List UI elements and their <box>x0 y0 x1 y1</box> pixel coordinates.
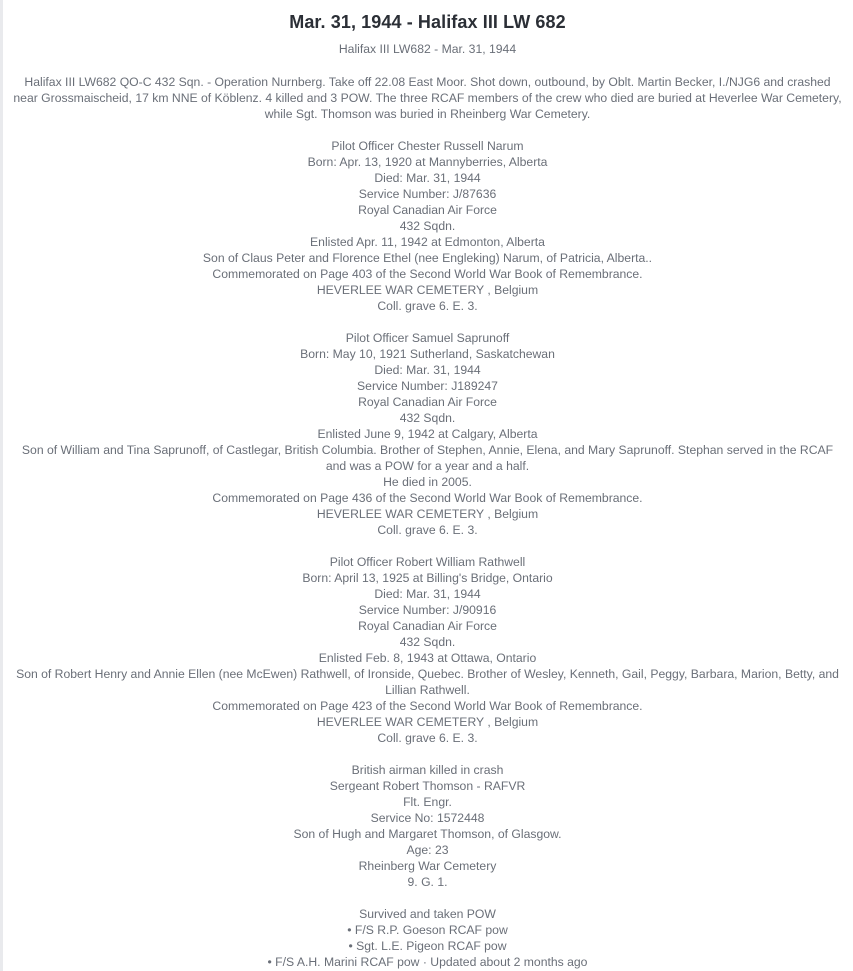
memorial-page <box>6 0 849 970</box>
left-border <box>0 0 3 971</box>
intro-paragraph <box>6 74 849 122</box>
crew-age: Age: 23 <box>406 843 449 857</box>
crew-entry-thomson <box>6 762 849 890</box>
crew-died: Died: Mar. 31, 1944 <box>374 363 481 377</box>
crew-grave: Coll. grave 6. E. 3. <box>377 731 478 745</box>
pow-list <box>6 906 849 970</box>
page-subtitle: Halifax III LW682 - Mar. 31, 1944 <box>338 42 517 56</box>
crew-grave: Coll. grave 6. E. 3. <box>377 523 478 537</box>
crew-squadron: 432 Sqdn. <box>399 219 456 233</box>
crew-family: Son of William and Tina Saprunoff, of Castlegar, British Columbia. Brother of Stephen, Annie, Elena, and Mary Saprunoff. Stephan served in the RCAF <box>21 443 834 457</box>
crew-squadron: 432 Sqdn. <box>399 411 456 425</box>
intro-line: while Sgt. Thomson was buried in Rheinberg War Cemetery. <box>264 107 591 121</box>
crew-commemorated: Commemorated on Page 436 of the Second World War Book of Remembrance. <box>212 491 643 505</box>
crew-grave: 9. G. 1. <box>407 875 448 889</box>
crew-family-cont: and was a POW for a year and a half. <box>325 459 530 473</box>
crew-born: Born: May 10, 1921 Sutherland, Saskatchewan <box>300 347 555 361</box>
crew-commemorated: Commemorated on Page 403 of the Second World War Book of Remembrance. <box>212 267 643 281</box>
list-item: • F/S A.H. Marini RCAF pow · Updated about 2 months ago <box>267 955 588 969</box>
crew-enlisted: Enlisted Apr. 11, 1942 at Edmonton, Alberta <box>310 235 545 249</box>
crew-service-number: Service Number: J/90916 <box>358 603 497 617</box>
crew-cemetery: HEVERLEE WAR CEMETERY , Belgium <box>316 507 539 521</box>
crew-force: Royal Canadian Air Force <box>358 395 497 409</box>
intro-line: Halifax III LW682 QO-C 432 Sqn. - Operation Nurnberg. Take off 22.08 East Moor. Shot down, outbound, by Oblt. Martin Becker, I./NJG6 and crashed <box>24 75 831 89</box>
crew-cemetery: Rheinberg War Cemetery <box>358 859 497 873</box>
crew-entry-narum <box>6 138 849 314</box>
crew-force: Royal Canadian Air Force <box>358 203 497 217</box>
crew-grave: Coll. grave 6. E. 3. <box>377 299 478 313</box>
crew-enlisted: Enlisted June 9, 1942 at Calgary, Alberta <box>317 427 538 441</box>
intro-line: near Grossmaischeid, 17 km NNE of Köblenz. 4 killed and 3 POW. The three RCAF members of the crew who died are buried at Heverlee War Cemetery, <box>13 91 842 105</box>
crew-family: Son of Claus Peter and Florence Ethel (nee Engleking) Narum, of Patricia, Alberta.. <box>202 251 653 265</box>
crew-died: Died: Mar. 31, 1944 <box>374 171 481 185</box>
crew-name: Pilot Officer Samuel Saprunoff <box>345 331 510 345</box>
crew-name: Pilot Officer Chester Russell Narum <box>331 139 524 153</box>
crew-cemetery: HEVERLEE WAR CEMETERY , Belgium <box>316 715 539 729</box>
crew-force: Royal Canadian Air Force <box>358 619 497 633</box>
crew-commemorated: Commemorated on Page 423 of the Second World War Book of Remembrance. <box>212 699 643 713</box>
crew-service-number: Service Number: J/87636 <box>358 187 497 201</box>
crew-cemetery: HEVERLEE WAR CEMETERY , Belgium <box>316 283 539 297</box>
page-title: Mar. 31, 1944 - Halifax III LW 682 <box>289 12 566 32</box>
crew-note: He died in 2005. <box>383 475 472 489</box>
pow-heading: Survived and taken POW <box>359 907 496 921</box>
crew-squadron: 432 Sqdn. <box>399 635 456 649</box>
crew-name: Pilot Officer Robert William Rathwell <box>329 555 526 569</box>
crew-heading: British airman killed in crash <box>351 763 504 777</box>
crew-service-number: Service Number: J189247 <box>357 379 498 393</box>
crew-enlisted: Enlisted Feb. 8, 1943 at Ottawa, Ontario <box>318 651 537 665</box>
crew-service-number: Service No: 1572448 <box>370 811 485 825</box>
crew-born: Born: April 13, 1925 at Billing's Bridge, Ontario <box>302 571 553 585</box>
crew-family-cont: Lillian Rathwell. <box>385 683 470 697</box>
crew-name: Sergeant Robert Thomson - RAFVR <box>329 779 526 793</box>
crew-role: Flt. Engr. <box>403 795 452 809</box>
crew-family: Son of Hugh and Margaret Thomson, of Glasgow. <box>293 827 562 841</box>
crew-born: Born: Apr. 13, 1920 at Mannyberries, Alberta <box>307 155 548 169</box>
list-item: • Sgt. L.E. Pigeon RCAF pow <box>348 939 507 953</box>
list-item: • F/S R.P. Goeson RCAF pow <box>347 923 508 937</box>
crew-died: Died: Mar. 31, 1944 <box>374 587 481 601</box>
crew-family: Son of Robert Henry and Annie Ellen (nee McEwen) Rathwell, of Ironside, Quebec. Brother of Wesley, Kenneth, Gail, Peggy, Barbara, Marion, Betty, and <box>16 667 839 681</box>
crew-entry-rathwell <box>6 554 849 746</box>
crew-entry-saprunoff <box>6 330 849 538</box>
